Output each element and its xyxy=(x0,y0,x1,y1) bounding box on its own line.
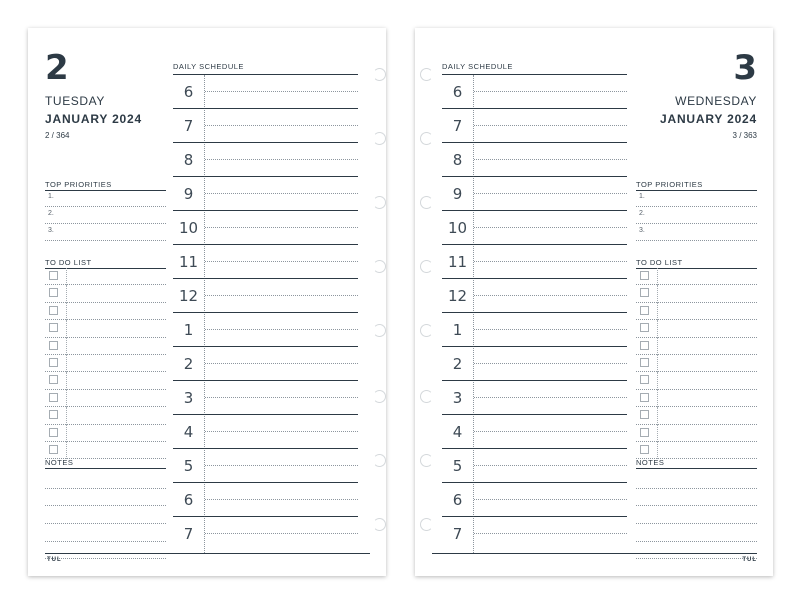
priority-number: 3. xyxy=(48,227,54,234)
todo-checkbox[interactable] xyxy=(640,323,649,332)
priority-number: 1. xyxy=(639,193,645,200)
hour-slot[interactable] xyxy=(173,517,358,551)
binder-hole-icon xyxy=(420,68,433,81)
priorities-list xyxy=(636,190,757,241)
hour-label: 7 xyxy=(452,525,463,543)
priority-line[interactable] xyxy=(45,224,166,241)
priority-line[interactable] xyxy=(636,224,757,241)
todo-checkbox[interactable] xyxy=(49,323,58,332)
priority-number: 3. xyxy=(639,227,645,234)
daily-schedule-label: DAILY SCHEDULE xyxy=(442,62,513,71)
hour-label: 8 xyxy=(452,151,463,169)
binder-hole-icon xyxy=(420,390,433,403)
todo-item[interactable] xyxy=(636,268,757,285)
todo-item[interactable] xyxy=(45,372,166,389)
binder-hole-icon xyxy=(373,132,386,145)
hour-slot[interactable] xyxy=(442,109,627,143)
hour-slot[interactable] xyxy=(173,75,358,109)
hour-slot[interactable] xyxy=(173,381,358,415)
priority-number: 1. xyxy=(48,193,54,200)
priority-line[interactable] xyxy=(636,190,757,207)
todo-checkbox[interactable] xyxy=(49,306,58,315)
binder-hole-icon xyxy=(420,132,433,145)
hour-slot[interactable] xyxy=(173,109,358,143)
todo-item[interactable] xyxy=(45,442,166,459)
hour-slot[interactable] xyxy=(442,143,627,177)
todo-item[interactable] xyxy=(45,320,166,337)
hour-label: 6 xyxy=(183,83,194,101)
todo-checkbox[interactable] xyxy=(49,445,58,454)
hour-label: 3 xyxy=(452,389,463,407)
todo-checkbox[interactable] xyxy=(640,428,649,437)
todo-item[interactable] xyxy=(45,268,166,285)
month-year: JANUARY 2024 xyxy=(660,112,757,126)
hour-label: 9 xyxy=(452,185,463,203)
todo-checkbox[interactable] xyxy=(640,410,649,419)
hour-label: 3 xyxy=(183,389,194,407)
hour-slot[interactable] xyxy=(442,245,627,279)
todo-item[interactable] xyxy=(636,372,757,389)
binder-hole-icon xyxy=(373,324,386,337)
todo-item[interactable] xyxy=(636,425,757,442)
binder-hole-icon xyxy=(373,260,386,273)
binder-hole-icon xyxy=(373,390,386,403)
binder-hole-icon xyxy=(373,196,386,209)
hour-slot[interactable] xyxy=(442,279,627,313)
note-line[interactable] xyxy=(636,471,757,489)
hour-label: 2 xyxy=(183,355,194,373)
daily-schedule-label: DAILY SCHEDULE xyxy=(173,62,244,71)
day-name: WEDNESDAY xyxy=(675,94,757,108)
hour-label: 5 xyxy=(183,457,194,475)
todo-item[interactable] xyxy=(636,390,757,407)
todo-item[interactable] xyxy=(45,355,166,372)
hour-slot[interactable] xyxy=(442,347,627,381)
priorities-list xyxy=(45,190,166,241)
binder-hole-icon xyxy=(420,196,433,209)
hour-slot[interactable] xyxy=(442,483,627,517)
priority-line[interactable] xyxy=(45,207,166,224)
todo-item[interactable] xyxy=(45,407,166,424)
todo-checkbox[interactable] xyxy=(640,393,649,402)
todo-checkbox[interactable] xyxy=(49,428,58,437)
todo-checkbox[interactable] xyxy=(49,393,58,402)
hour-slot[interactable] xyxy=(173,279,358,313)
note-line[interactable] xyxy=(45,542,166,560)
notes-header xyxy=(45,458,166,469)
binder-hole-icon xyxy=(373,454,386,467)
notes-label: NOTES xyxy=(45,458,74,467)
hour-slot[interactable] xyxy=(442,517,627,551)
todo-item[interactable] xyxy=(636,442,757,459)
todo-checkbox[interactable] xyxy=(640,375,649,384)
note-line[interactable] xyxy=(45,506,166,524)
priority-number: 2. xyxy=(639,210,645,217)
todo-label: TO DO LIST xyxy=(636,258,683,267)
binder-hole-icon xyxy=(373,518,386,531)
todo-checkbox[interactable] xyxy=(49,358,58,367)
hour-slot[interactable] xyxy=(442,75,627,109)
todo-checkbox[interactable] xyxy=(640,271,649,280)
top-priorities-label: TOP PRIORITIES xyxy=(45,180,112,189)
hour-slot[interactable] xyxy=(173,143,358,177)
todo-checkbox[interactable] xyxy=(49,341,58,350)
hour-slot[interactable] xyxy=(173,177,358,211)
hour-label: 10 xyxy=(178,219,199,237)
hour-slot[interactable] xyxy=(442,177,627,211)
todo-checkbox[interactable] xyxy=(640,306,649,315)
day-name: TUESDAY xyxy=(45,94,105,108)
hour-label: 10 xyxy=(447,219,468,237)
todo-item[interactable] xyxy=(45,303,166,320)
brand-logo: TUL xyxy=(742,557,757,563)
hour-label: 6 xyxy=(452,491,463,509)
hour-label: 9 xyxy=(183,185,194,203)
hour-label: 4 xyxy=(452,423,463,441)
day-number: 2 xyxy=(45,48,69,88)
top-priorities-label: TOP PRIORITIES xyxy=(636,180,703,189)
daily-schedule xyxy=(173,74,358,553)
note-line[interactable] xyxy=(45,471,166,489)
todo-item[interactable] xyxy=(636,320,757,337)
hour-label: 12 xyxy=(178,287,199,305)
hour-label: 7 xyxy=(183,525,194,543)
priority-number: 2. xyxy=(48,210,54,217)
todo-item[interactable] xyxy=(636,338,757,355)
hour-slot[interactable] xyxy=(173,449,358,483)
todo-checkbox[interactable] xyxy=(640,358,649,367)
daily-schedule xyxy=(442,74,627,553)
hour-slot[interactable] xyxy=(173,313,358,347)
note-line[interactable] xyxy=(636,506,757,524)
hour-slot[interactable] xyxy=(173,483,358,517)
todo-checkbox[interactable] xyxy=(49,375,58,384)
todo-item[interactable] xyxy=(45,338,166,355)
hour-slot[interactable] xyxy=(173,347,358,381)
priority-line[interactable] xyxy=(636,207,757,224)
hour-label: 6 xyxy=(183,491,194,509)
brand-logo: TUL xyxy=(47,557,62,563)
todo-item[interactable] xyxy=(636,303,757,320)
hour-label: 4 xyxy=(183,423,194,441)
hour-label: 11 xyxy=(178,253,199,271)
hour-label: 6 xyxy=(452,83,463,101)
day-count: 3 / 363 xyxy=(732,131,757,140)
note-line[interactable] xyxy=(45,489,166,507)
priority-line[interactable] xyxy=(45,190,166,207)
hour-label: 2 xyxy=(452,355,463,373)
binder-hole-icon xyxy=(420,324,433,337)
hour-slot[interactable] xyxy=(442,381,627,415)
todo-item[interactable] xyxy=(45,425,166,442)
todo-item[interactable] xyxy=(636,355,757,372)
todo-list xyxy=(636,268,757,459)
notes-header xyxy=(636,458,757,469)
hour-label: 7 xyxy=(452,117,463,135)
note-line[interactable] xyxy=(636,524,757,542)
todo-item[interactable] xyxy=(636,285,757,302)
binder-hole-icon xyxy=(420,518,433,531)
todo-checkbox[interactable] xyxy=(640,288,649,297)
todo-checkbox[interactable] xyxy=(640,445,649,454)
day-count: 2 / 364 xyxy=(45,131,70,140)
todo-checkbox[interactable] xyxy=(49,410,58,419)
day-number: 3 xyxy=(733,48,757,88)
todo-item[interactable] xyxy=(45,390,166,407)
todo-item[interactable] xyxy=(45,285,166,302)
hour-label: 11 xyxy=(447,253,468,271)
hour-slot[interactable] xyxy=(442,449,627,483)
todo-list xyxy=(45,268,166,459)
note-line[interactable] xyxy=(45,524,166,542)
note-line[interactable] xyxy=(636,489,757,507)
note-line[interactable] xyxy=(636,542,757,560)
hour-label: 5 xyxy=(452,457,463,475)
hour-slot[interactable] xyxy=(173,245,358,279)
notes-label: NOTES xyxy=(636,458,665,467)
hour-label: 1 xyxy=(183,321,194,339)
binder-hole-icon xyxy=(373,68,386,81)
hour-label: 7 xyxy=(183,117,194,135)
hour-label: 12 xyxy=(447,287,468,305)
hour-slot[interactable] xyxy=(173,415,358,449)
hour-slot[interactable] xyxy=(173,211,358,245)
hour-label: 8 xyxy=(183,151,194,169)
notes-list xyxy=(45,471,166,559)
month-year: JANUARY 2024 xyxy=(45,112,142,126)
hour-slot[interactable] xyxy=(442,211,627,245)
todo-checkbox[interactable] xyxy=(49,288,58,297)
right-planner-page xyxy=(415,28,773,576)
todo-label: TO DO LIST xyxy=(45,258,92,267)
notes-list xyxy=(636,471,757,559)
todo-checkbox[interactable] xyxy=(640,341,649,350)
left-planner-page xyxy=(28,28,386,576)
hour-slot[interactable] xyxy=(442,415,627,449)
todo-checkbox[interactable] xyxy=(49,271,58,280)
binder-hole-icon xyxy=(420,454,433,467)
todo-item[interactable] xyxy=(636,407,757,424)
binder-hole-icon xyxy=(420,260,433,273)
hour-slot[interactable] xyxy=(442,313,627,347)
hour-label: 1 xyxy=(452,321,463,339)
